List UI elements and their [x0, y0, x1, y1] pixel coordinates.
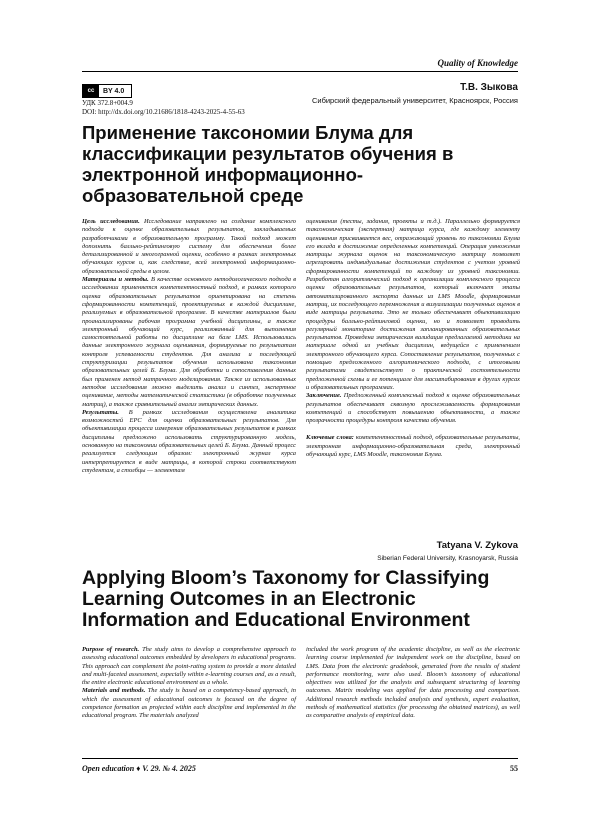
- abstract-paragraph: [82, 687, 296, 720]
- author-name-en: Tatyana V. Zykova: [436, 540, 518, 551]
- paragraph-label: Результаты.: [82, 408, 119, 416]
- affiliation-en: Siberian Federal University, Krasnoyarsk, Russia: [377, 555, 518, 562]
- article-title-ru: Применение таксономии Блума для классификации результатов обучения в электронной информационно-образовательной среде: [82, 122, 454, 206]
- abstract-paragraph: [82, 276, 296, 409]
- abstract-paragraph: [82, 409, 296, 475]
- abstract-paragraph: [306, 392, 520, 425]
- page-number: 55: [510, 764, 518, 773]
- paragraph-label: Цель исследования.: [82, 218, 140, 225]
- header-rule: [82, 71, 518, 72]
- paragraph-text: included the work program of the academic discipline, as well as the electronic learning course implemented for independent work on the discipline, based on LMS. Data from the electronic gradebook, generated from the results of student performance monitoring, were also used. Bloom’s taxonomy of educational objectives was utilized for the analysis and subsequent structuring of learning outcomes. Matrix modeling was applied for data processing and comparison. Additional research methods included analysis and synthesis, expert evaluation, methods of mathematical statistics (for processing the obtained matrices), as well as comparative analysis of empirical data.: [306, 646, 520, 720]
- running-header-section: Quality of Knowledge: [437, 58, 518, 68]
- abstract-ru-right-column: [306, 218, 520, 459]
- license-badge[interactable]: [82, 84, 132, 98]
- abstract-paragraph: [306, 218, 520, 392]
- paragraph-text: оценивания (тесты, задания, проекты и т.д.). Параллельно формируется таксономическая (экспертная) матрица курса, где каждому элементу оценивания присваивается вес, отражающий уровень по таксономии Блума его вклада в достижение определенных компетенций. Операция умножения матрицы журнала оценок на таксономическую матрицу позволяет агрегировать индивидуальные достижения студентов с учетом уровней сформированности компетенций по каждому из уровней таксономии. Разработан алгоритмический подход к организации комплексного процесса оценки образовательных результатов, который включает этапы автоматизированного экспорта данных из LMS Moodle, формирования матриц, их последующего перемножения и визуализации полученных оценок в виде матрицы результата. Это не только обеспечивает объективизацию процедуры балльно-рейтинговой оценки, но и позволяет проводить регулярный мониторинг достижения запланированных образовательных результатов. Проведена эмпирическая валидация предлагаемой методики на материале одной из учебных дисциплин, ведущейся с применением электронного обучающего курса. Сопоставление результатов, полученных с помощью предложенного алгоритмического подхода, с итоговыми результатами свидетельствует о практической состоятельности предложенной схемы и ее потенциале для масштабирования в других курсах и образовательных программах.: [306, 218, 520, 391]
- doi-link[interactable]: DOI: http://dx.doi.org/10.21686/1818-4243-2025-4-55-63: [82, 108, 245, 116]
- footer-rule: [82, 758, 518, 759]
- paragraph-text: The study aims to develop a comprehensive approach to assessing educational outcomes embedded by developers in educational programs. This approach can complement the point-rating system to provide a more detailed and multi-faceted assessment, especially within e-learning courses and, as a result, the entire electronic educational environment as a whole.: [82, 646, 296, 687]
- udc-code: УДК 372.8+004.9: [82, 99, 133, 107]
- creative-commons-icon: cc: [83, 85, 99, 97]
- affiliation-ru: Сибирский федеральный университет, Красноярск, Россия: [311, 96, 518, 105]
- paragraph-label: Purpose of research.: [82, 646, 140, 653]
- paragraph-text: Исследование направлено на создание комплексного подхода к оценке образовательных результатов, закладываемых разработчиками в образовательную программу. Такой подход может дополнить балльно-рейтинговую систему для обеспечения более детализированной и многогранной оценки, особенно в рамках электронных обучающих курсов и, как следствие, всей электронной информационно-образовательной среды в целом.: [82, 218, 296, 275]
- abstract-ru-left-column: [82, 218, 296, 475]
- abstract-en-left-column: [82, 646, 296, 721]
- keywords-paragraph: [306, 434, 520, 459]
- paragraph-label: Материалы и методы.: [82, 276, 149, 284]
- paragraph-text: Предложенный комплексный подход к оценке образовательных результатов обеспечивает сквозную прослеживаемость формирования компетенций и способствует повышению объективности, а также прозрачности процедуры контроля качества обучения.: [306, 392, 520, 425]
- paragraph-text: В качестве основного методологического подхода в исследовании применяется компетентностный подход, в рамках которого оценка образовательных результатов ориентирована на степень сформированности компетенций, проектируемых в каждой дисциплине, реализуемых в образовательной программе. В качестве материалов были проанализированы рабочая программа учебной дисциплины, а также электронный обучающий курс, реализованный для выполнения самостоятельной работы по дисциплине на базе LMS. Использовались данные электронного журнала оценивания, формируемые по результатам контроля успеваемости студентов. Для анализа и последующей структуризации результатов обучения использована таксономия образовательных целей Б. Блума. Для обработки и сопоставления данных был применен метод матричного моделирования. Также из использованных методов исследования можно выделить анализ и синтез, экспертное оценивание, методы математической статистики (в обработке полученных матриц), а также сравнительный анализ эмпирических данных.: [82, 276, 297, 408]
- abstract-en-right-column: [306, 646, 520, 721]
- article-title-en: Applying Bloom’s Taxonomy for Classifying Learning Outcomes in an Electronic Information and Educational Environment: [82, 567, 490, 631]
- author-name-ru: Т.В. Зыкова: [460, 82, 518, 93]
- abstract-paragraph: [82, 646, 296, 687]
- paragraph-text: The study is based on a competency-based approach, in which the assessment of educational outcomes is focused on the degree of competence formation as projected within each discipline and implemented in the educational program. The materials analyzed: [82, 687, 296, 720]
- journal-citation: Open education ♦ V. 29. № 4. 2025: [82, 764, 196, 773]
- paragraph-label: Ключевые слова:: [306, 434, 354, 442]
- abstract-paragraph: [306, 646, 520, 721]
- paragraph-label: Заключение.: [306, 392, 342, 400]
- license-text: BY 4.0: [103, 87, 125, 95]
- abstract-paragraph: [82, 218, 296, 276]
- paragraph-label: Materials and methods.: [82, 687, 146, 695]
- paragraph-text: В рамках исследования осуществлена аналитика возможностей ЕРС для оценки образовательных результатов. Для объективизации процесса измерения образовательных результатов в рамках дисциплины предложено использовать структурированную модель, основанную на таксономии образовательных целей Б. Блума. Данный процесс реализуется следующим образом: электронный журнал курса интерпретируется в виде матрицы, в которой строки соответствуют студентам, а столбцы — элементам: [82, 408, 296, 474]
- paragraph-text: компетентностный подход, образовательные результаты, электронная информационно-образовательная среда, электронный обучающий курс, LMS Moodle, таксономия Блума.: [306, 434, 520, 459]
